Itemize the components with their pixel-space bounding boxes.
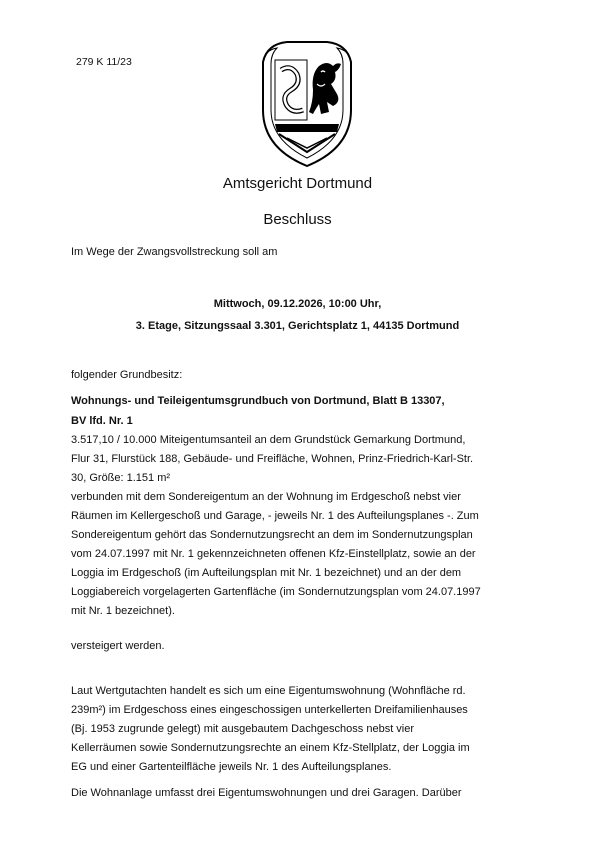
description-line: Loggia im Erdgeschoß (im Aufteilungsplan mit Nr. 1 bezeichnet) und an der dem [71,567,462,579]
description-line: Sondereigentum gehört das Sondernutzungsrecht an dem im Sondernutzungsplan [71,529,473,541]
appraisal-text [71,682,531,777]
auction-location: 3. Etage, Sitzungssaal 3.301, Gerichtsplatz 1, 44135 Dortmund [135,320,460,332]
register-line-1: Wohnungs- und Teileigentumsgrundbuch von Dortmund, Blatt B 13307, [71,395,445,407]
auction-statement: versteigert werden. [71,640,165,652]
appraisal-line: Laut Wertgutachten handelt es sich um eine Eigentumswohnung (Wohnfläche rd. [71,685,466,697]
appraisal-line: EG und einer Gartenteilfläche jeweils Nr. 1 des Aufteilungsplanes. [71,761,392,773]
appraisal-line: Kellerräumen sowie Sondernutzungsrechte an einem Kfz-Stellplatz, der Loggia im [71,742,470,754]
description-line: Flur 31, Flurstück 188, Gebäude- und Freifläche, Wohnen, Prinz-Friedrich-Karl-Str. [71,453,474,465]
file-reference: 279 K 11/23 [76,56,132,68]
description-line: vom 24.07.1997 mit Nr. 1 gekennzeichneten offenen Kfz-Einstellplatz, sowie an der [71,548,476,560]
property-description [71,431,531,621]
intro-text: Im Wege der Zwangsvollstreckung soll am [71,246,278,258]
description-line: mit Nr. 1 bezeichnet). [71,605,175,617]
appraisal-line: 239m²) im Erdgeschoss eines eingeschossigen unterkellerten Dreifamilienhauses [71,704,468,716]
description-line: 30, Größe: 1.151 m² [71,472,171,484]
auction-date: Mittwoch, 09.12.2026, 10:00 Uhr, [213,298,382,310]
closing-line: Die Wohnanlage umfasst drei Eigentumswohnungen und drei Garagen. Darüber [71,787,462,799]
court-name: Amtsgericht Dortmund [222,175,373,192]
appraisal-line: (Bj. 1953 zugrunde gelegt) mit ausgebautem Dachgeschoss nebst vier [71,723,415,735]
register-line-2: BV lfd. Nr. 1 [71,415,133,427]
property-label: folgender Grundbesitz: [71,369,183,381]
document-title: Beschluss [263,211,332,228]
description-line: 3.517,10 / 10.000 Miteigentumsanteil an dem Grundstück Gemarkung Dortmund, [71,434,466,446]
description-line: Räumen im Kellergeschoß und Garage, - jeweils Nr. 1 des Aufteilungsplanes -. Zum [71,510,479,522]
description-line: verbunden mit dem Sondereigentum an der Wohnung im Erdgeschoß nebst vier [71,491,461,503]
description-line: Loggiabereich vorgelagerten Gartenfläche (im Sondernutzungsplan vom 24.07.1997 [71,586,481,598]
coat-of-arms-icon [257,40,357,168]
